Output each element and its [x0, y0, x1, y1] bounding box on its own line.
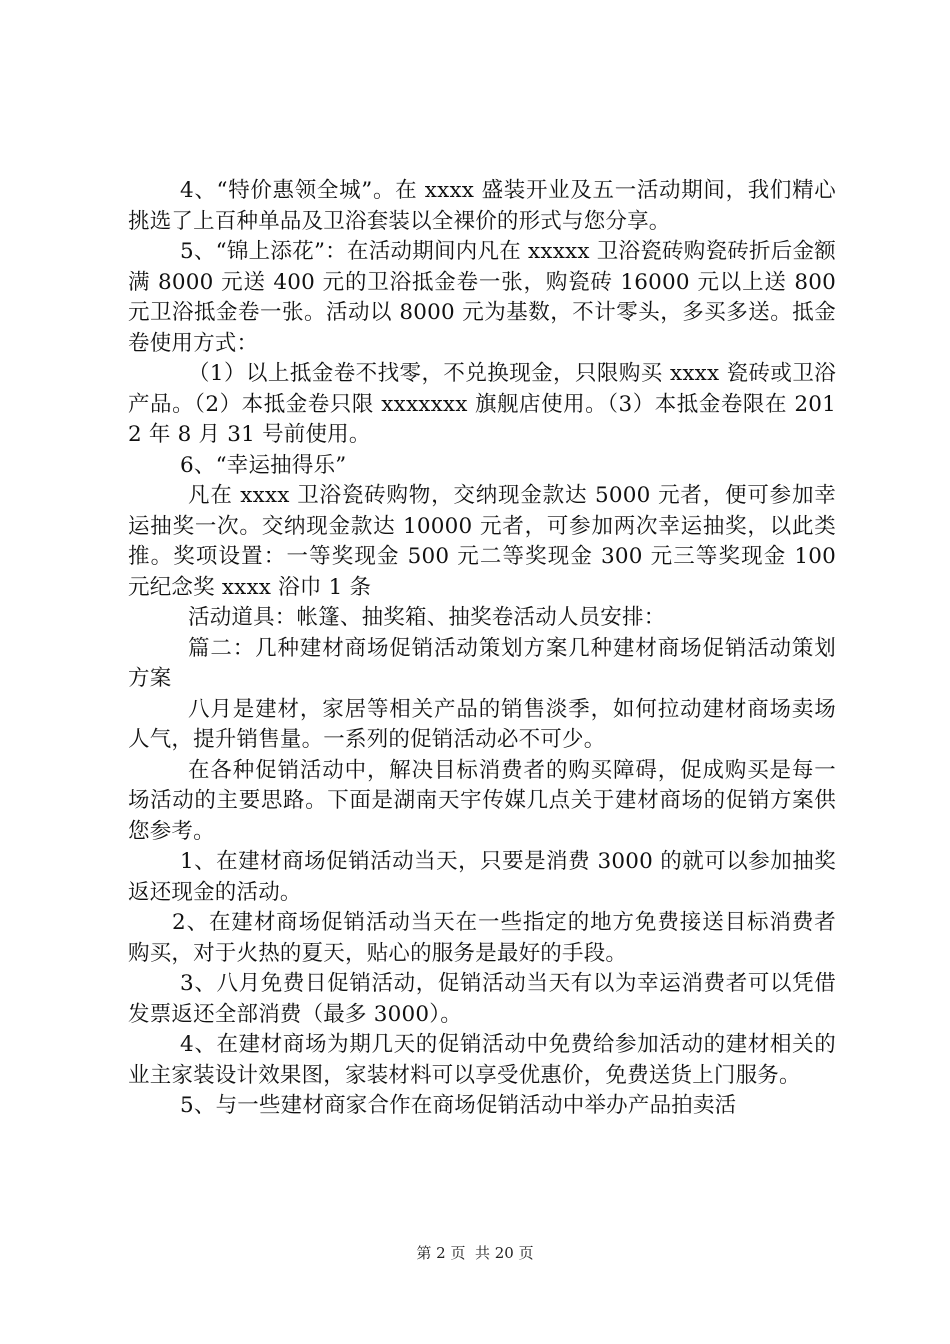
paragraph-3: （1）以上抵金卷不找零，不兑换现金，只限购买 xxxx 瓷砖或卫浴产品。（2）本抵金卷只限 xxxxxxx 旗舰店使用。（3）本抵金卷限在 2012 年 8 月 31 号前使用。	[128, 361, 836, 447]
paragraph-13: 4、在建材商场为期几天的促销活动中免费给参加活动的建材相关的业主家装设计效果图，家装材料可以享受优惠价，免费送货上门服务。	[128, 1032, 836, 1088]
paragraph-9: 在各种促销活动中，解决目标消费者的购买障碍，促成购买是每一场活动的主要思路。下面是湖南天宇传媒几点关于建材商场的促销方案供您参考。	[128, 757, 836, 844]
paragraph-11: 2、在建材商场促销活动当天在一些指定的地方免费接送目标消费者购买，对于火热的夏天，贴心的服务是最好的手段。	[128, 910, 836, 966]
page-total: 共 20 页	[475, 1244, 534, 1262]
paragraph-4: 6、“幸运抽得乐”	[180, 452, 347, 478]
paragraph-1: 4、“特价惠领全城”。在 xxxx 盛装开业及五一活动期间，我们精心挑选了上百种单品及卫浴套装以全裸价的形式与您分享。	[128, 178, 836, 234]
paragraph-6: 活动道具：帐篷、抽奖箱、抽奖卷活动人员安排：	[188, 605, 666, 630]
page-number: 第 2 页	[416, 1244, 466, 1262]
paragraph-8: 八月是建材，家居等相关产品的销售淡季，如何拉动建材商场卖场人气，提升销售量。一系列的促销活动必不可少。	[128, 696, 836, 752]
page-footer	[0, 1243, 950, 1263]
paragraph-2: 5、“锦上添花”：在活动期间内凡在 xxxxx 卫浴瓷砖购瓷砖折后金额满 8000 元送 400 元的卫浴抵金卷一张，购瓷砖 16000 元以上送 800 元卫浴抵金卷一张。活动以 8000 元为基数，不计零头，多买多送。抵金卷使用方式：	[128, 239, 836, 356]
paragraph-14: 5、与一些建材商家合作在商场促销活动中举办产品拍卖活	[180, 1093, 737, 1118]
paragraph-5: 凡在 xxxx 卫浴瓷砖购物，交纳现金款达 5000 元者，便可参加幸运抽奖一次。交纳现金款达 10000 元者，可参加两次幸运抽奖，以此类推。奖项设置：一等奖现金 500 元二等奖现金 300 元三等奖现金 100 元纪念奖 xxxx 浴巾 1 条	[128, 483, 836, 600]
paragraph-10: 1、在建材商场促销活动当天，只要是消费 3000 的就可以参加抽奖返还现金的活动。	[128, 849, 836, 905]
document-body	[128, 176, 836, 1122]
paragraph-12: 3、八月免费日促销活动，促销活动当天有以为幸运消费者可以凭借发票返还全部消费（最多 3000）。	[128, 971, 836, 1027]
paragraph-7: 篇二：几种建材商场促销活动策划方案几种建材商场促销活动策划方案	[128, 635, 836, 691]
